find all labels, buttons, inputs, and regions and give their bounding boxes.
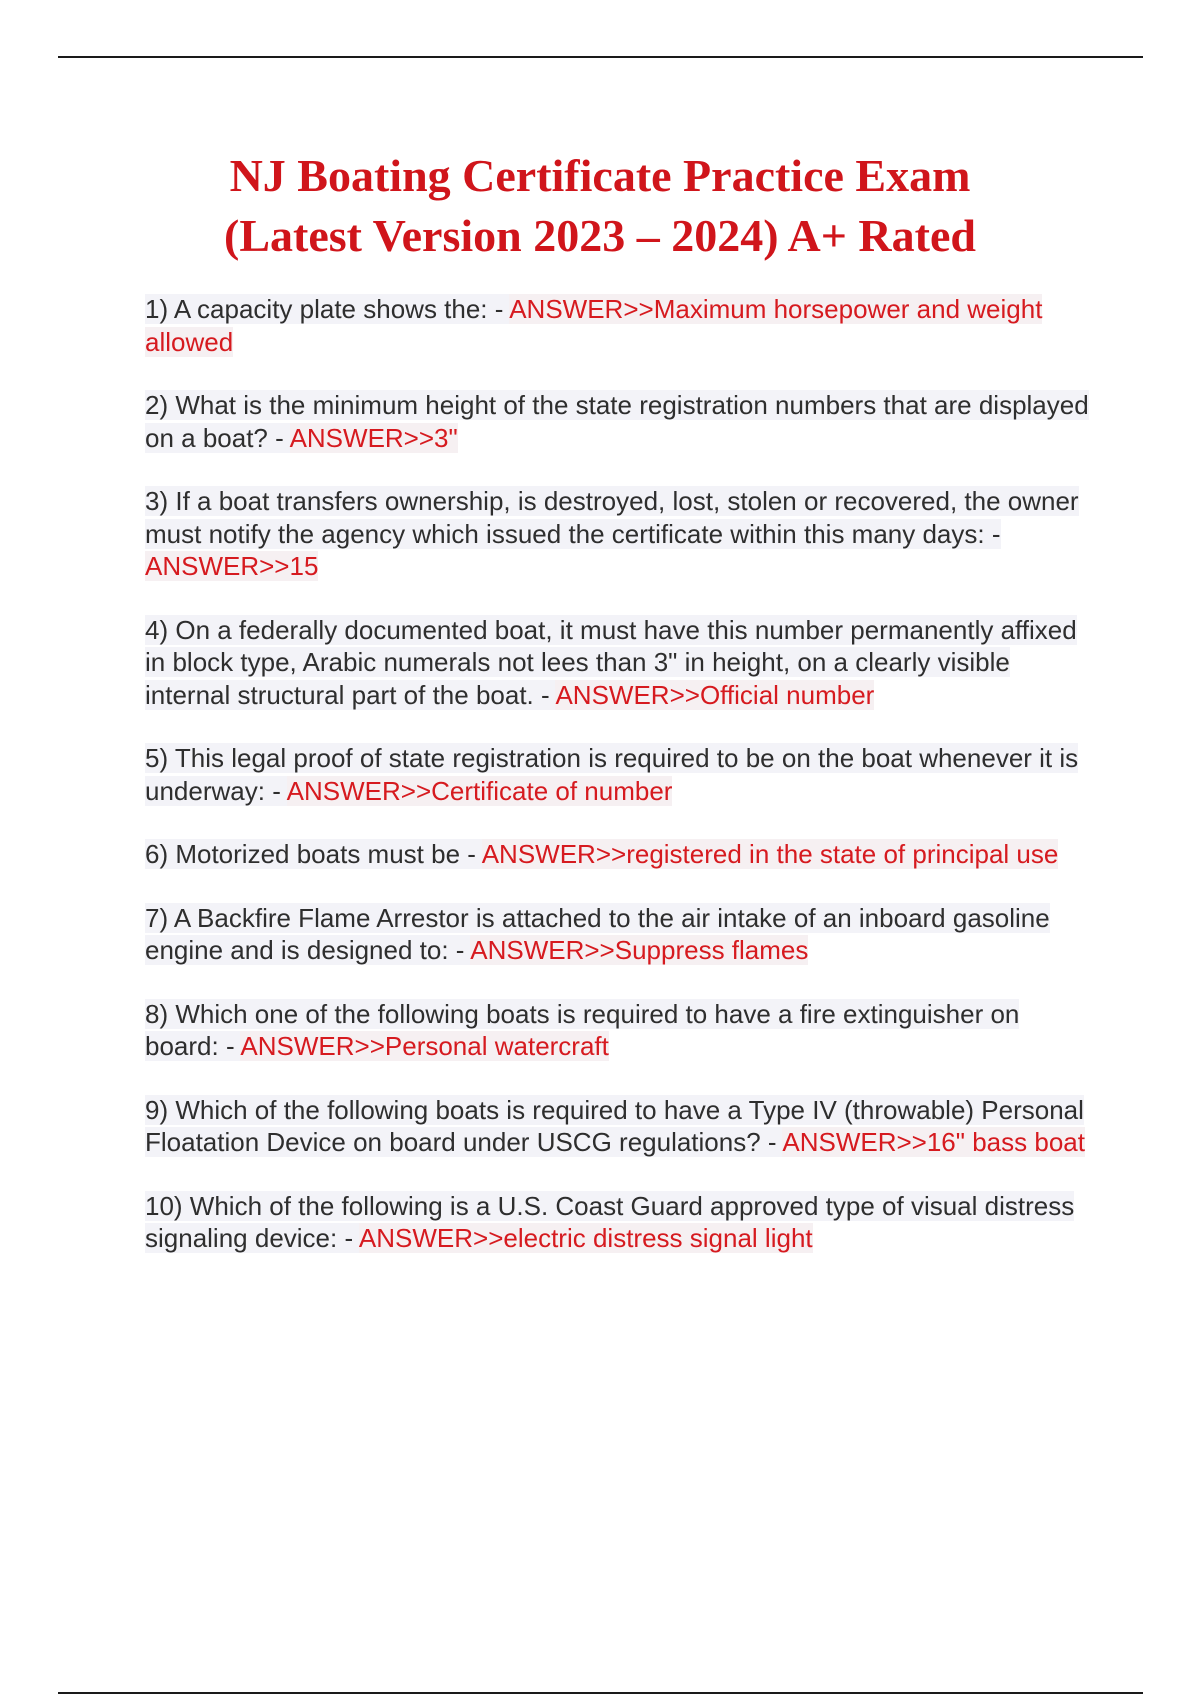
bottom-rule [58, 1692, 1143, 1694]
title-line-2: (Latest Version 2023 – 2024) A+ Rated [224, 210, 976, 261]
question-text: 7) A Backfire Flame Arrestor is attached to the air intake of an inboard gasoline engine and is designed to: [145, 902, 1050, 965]
answer-text: ANSWER>>electric distress signal light [358, 1223, 813, 1253]
answer-separator: - [984, 518, 1001, 549]
title-line-1: NJ Boating Certificate Practice Exam [229, 150, 971, 201]
question-text: 2) What is the minimum height of the state registration numbers that are displayed on a boat? [145, 390, 1089, 453]
question-text: 3) If a boat transfers ownership, is destroyed, lost, stolen or recovered, the owner must notify the agency which issued the certificate within this many days: [145, 486, 1079, 549]
answer-separator: - [337, 1223, 359, 1253]
question-item-1 [145, 293, 1095, 358]
answer-separator: - [487, 294, 510, 324]
answer-text: ANSWER>>Certificate of number [286, 775, 673, 806]
question-item-6 [145, 838, 1095, 871]
answer-separator: - [760, 1127, 783, 1157]
question-text: 8) Which one of the following boats is required to have a fire extinguisher on board: [145, 998, 1020, 1061]
question-text: 9) Which of the following boats is required to have a Type IV (throwable) Personal Floatation Device on board under USCG regulations? [145, 1094, 1084, 1157]
question-text: 10) Which of the following is a U.S. Coast Guard approved type of visual distress signaling device: [145, 1190, 1075, 1253]
answer-separator: - [264, 775, 287, 806]
answer-text: ANSWER>>Official number [555, 679, 875, 710]
answer-separator: - [218, 1031, 241, 1061]
answer-separator: - [533, 679, 556, 710]
question-item-4 [145, 614, 1095, 712]
question-text: 5) This legal proof of state registration is required to be on the boat whenever it is underway: [145, 743, 1079, 806]
answer-separator: - [460, 839, 482, 869]
answer-text: ANSWER>>registered in the state of principal use [481, 839, 1059, 869]
answer-separator: - [448, 935, 471, 965]
question-item-9 [145, 1094, 1095, 1159]
answer-text: ANSWER>>16" bass boat [782, 1127, 1085, 1157]
question-list [145, 293, 1095, 1286]
question-text: 6) Motorized boats must be [145, 839, 461, 869]
question-item-8 [145, 998, 1095, 1063]
question-item-7 [145, 902, 1095, 967]
top-rule [58, 56, 1143, 58]
answer-text: ANSWER>>3" [289, 422, 458, 453]
question-text: 4) On a federally documented boat, it must have this number permanently affixed in block type, Arabic numerals not lees than 3" in height, on a clearly visible internal structural part of the boat. [145, 614, 1077, 710]
answer-text: ANSWER>>Suppress flames [470, 935, 809, 965]
question-item-5 [145, 742, 1095, 807]
question-item-10 [145, 1190, 1095, 1255]
question-text: 1) A capacity plate shows the: [145, 294, 488, 324]
question-item-3 [145, 485, 1095, 583]
page-title [0, 146, 1200, 266]
answer-text: ANSWER>>Maximum horsepower and weight allowed [145, 294, 1043, 357]
answer-text: ANSWER>>Personal watercraft [240, 1031, 609, 1061]
answer-text: ANSWER>>15 [145, 551, 319, 581]
answer-separator: - [267, 422, 290, 453]
question-item-2 [145, 389, 1095, 454]
